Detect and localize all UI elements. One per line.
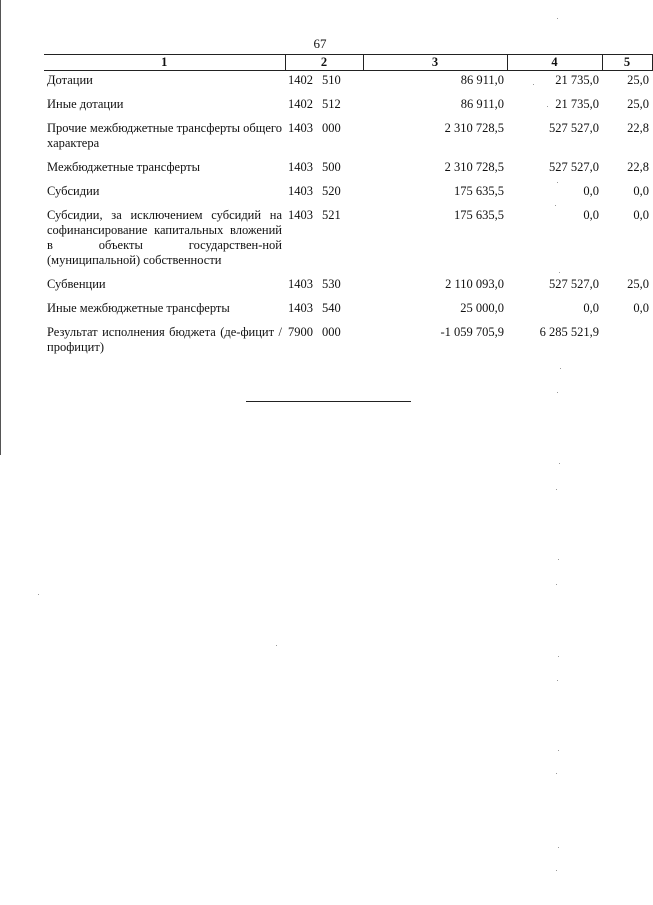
row-col3-value: 175 635,5: [454, 208, 504, 222]
row-code: [285, 182, 363, 206]
row-col5-value: 25,0: [627, 73, 649, 87]
row-code: [285, 299, 363, 323]
row-name: Прочие межбюджетные трансферты общего характера: [47, 121, 282, 150]
scan-speck: [276, 645, 277, 646]
scan-speck: [38, 594, 39, 595]
column-header-1: 1: [44, 55, 285, 71]
row-col3-value: 86 911,0: [460, 97, 504, 111]
row-code: [285, 71, 363, 96]
code-section: 1403: [288, 208, 313, 222]
row-code: [285, 158, 363, 182]
table-row: [44, 71, 652, 96]
row-col5-value: 0,0: [633, 208, 649, 222]
row-name: Результат исполнения бюджета (де-фицит / профицит): [47, 325, 282, 354]
code-subsection: 512: [322, 97, 341, 111]
scan-speck: [559, 463, 560, 464]
scan-speck: [556, 870, 557, 871]
scan-speck: [556, 773, 557, 774]
row-code: [285, 95, 363, 119]
scan-speck: [558, 750, 559, 751]
row-col5-value: 25,0: [627, 97, 649, 111]
code-subsection: 000: [322, 325, 341, 339]
code-section: 1403: [288, 160, 313, 174]
scan-speck: [557, 182, 558, 183]
code-subsection: 521: [322, 208, 341, 222]
table-row: [44, 206, 652, 275]
row-code: [285, 119, 363, 158]
budget-table: [44, 54, 653, 362]
row-col4-value: 527 527,0: [549, 121, 599, 135]
column-header-4: 4: [507, 55, 602, 71]
row-col4-value: 6 285 521,9: [539, 325, 599, 339]
code-subsection: 540: [322, 301, 341, 315]
scan-speck: [556, 584, 557, 585]
row-code: [285, 206, 363, 275]
row-col5-value: 22,8: [627, 160, 649, 174]
page-number: 67: [313, 36, 327, 51]
code-section: 1403: [288, 301, 313, 315]
row-col5-value: 0,0: [633, 184, 649, 198]
row-col4-value: 21 735,0: [555, 97, 599, 111]
scan-speck: [556, 489, 557, 490]
code-subsection: 000: [322, 121, 341, 135]
row-col3-value: 86 911,0: [460, 73, 504, 87]
row-col4-value: 21 735,0: [555, 73, 599, 87]
code-subsection: 520: [322, 184, 341, 198]
row-col3-value: 2 110 093,0: [445, 277, 504, 291]
row-col3-value: 2 310 728,5: [444, 160, 504, 174]
row-col3-value: -1 059 705,9: [440, 325, 504, 339]
header-row: [44, 55, 652, 71]
column-header-3: 3: [363, 55, 507, 71]
scan-speck: [557, 18, 558, 19]
scan-edge-line: [0, 0, 1, 455]
row-col4-value: 0,0: [583, 208, 599, 222]
table-row: [44, 299, 652, 323]
row-col3-value: 25 000,0: [460, 301, 504, 315]
table-row: [44, 95, 652, 119]
row-name: Иные дотации: [47, 97, 124, 111]
code-subsection: 500: [322, 160, 341, 174]
scan-speck: [560, 368, 561, 369]
scan-speck: [533, 84, 534, 85]
row-name: Субвенции: [47, 277, 106, 291]
row-col5-value: [602, 323, 652, 362]
table-row: [44, 275, 652, 299]
code-section: 1402: [288, 97, 313, 111]
row-name: Межбюджетные трансферты: [47, 160, 201, 174]
table-row: [44, 182, 652, 206]
row-code: [285, 275, 363, 299]
row-name: Субсидии, за исключением субсидий на софинансирование капитальных вложений в объекты государствен-ной (муниципальной) собственности: [47, 208, 282, 267]
scan-speck: [555, 205, 556, 206]
row-name: Дотации: [47, 73, 93, 87]
scan-speck: [558, 559, 559, 560]
code-section: 7900: [288, 325, 313, 339]
code-section: 1402: [288, 73, 313, 87]
row-col5-value: 22,8: [627, 121, 649, 135]
code-section: 1403: [288, 277, 313, 291]
code-subsection: 510: [322, 73, 341, 87]
row-name: Субсидии: [47, 184, 100, 198]
row-col4-value: 527 527,0: [549, 160, 599, 174]
scan-speck: [558, 847, 559, 848]
column-header-2: 2: [285, 55, 363, 71]
table-row: [44, 119, 652, 158]
column-header-5: 5: [602, 55, 652, 71]
code-subsection: 530: [322, 277, 341, 291]
code-section: 1403: [288, 121, 313, 135]
row-col5-value: 0,0: [633, 301, 649, 315]
scan-speck: [557, 680, 558, 681]
code-section: 1403: [288, 184, 313, 198]
scan-speck: [547, 106, 548, 107]
table-row: [44, 158, 652, 182]
table-row: [44, 323, 652, 362]
scan-speck: [559, 272, 560, 273]
end-of-table-rule: [246, 401, 411, 402]
row-name: Иные межбюджетные трансферты: [47, 301, 230, 315]
scan-speck: [557, 392, 558, 393]
row-col4-value: 527 527,0: [549, 277, 599, 291]
row-col3-value: 2 310 728,5: [444, 121, 504, 135]
row-col5-value: 25,0: [627, 277, 649, 291]
row-col4-value: 0,0: [583, 184, 599, 198]
scan-speck: [558, 656, 559, 657]
row-code: [285, 323, 363, 362]
row-col4-value: 0,0: [583, 301, 599, 315]
row-col3-value: 175 635,5: [454, 184, 504, 198]
